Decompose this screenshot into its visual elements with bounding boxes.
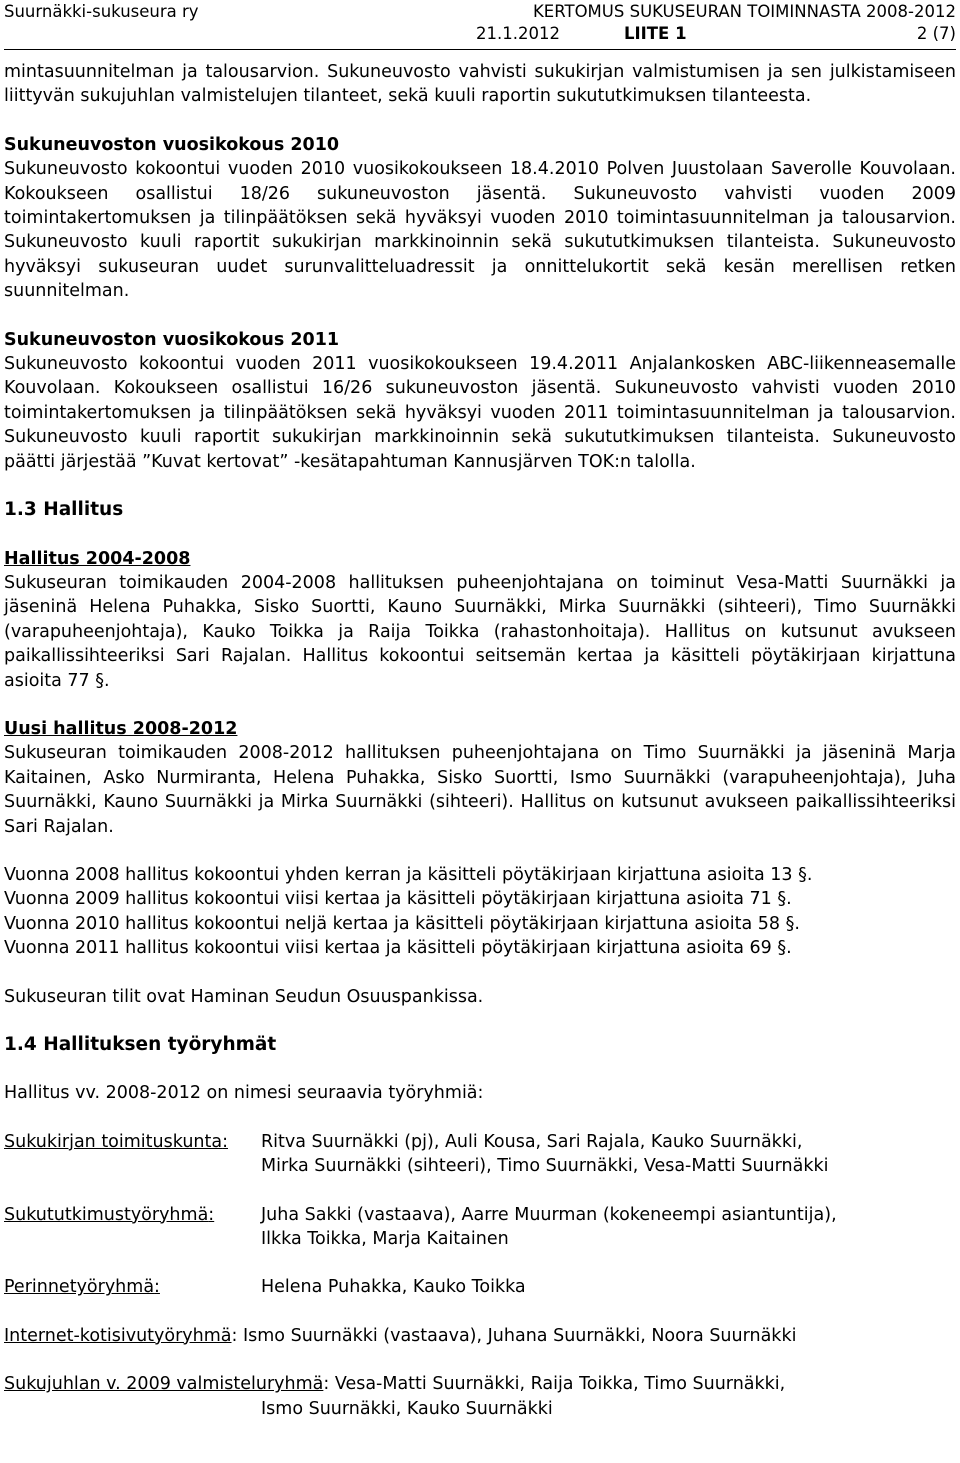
board-2008-heading: Uusi hallitus 2008-2012 [4, 718, 238, 739]
working-group-label: Perinnetyöryhmä [4, 1277, 155, 1298]
meeting-2011-heading: Sukuneuvoston vuosikokous 2011 [4, 329, 340, 350]
working-group-label: Sukukirjan toimituskunta [4, 1131, 223, 1152]
working-group-members-cont: Ilkka Toikka, Marja Kaitainen [261, 1229, 509, 1250]
bank-note: Sukuseuran tilit ovat Haminan Seudun Osuuspankissa. [4, 986, 484, 1007]
working-group-label: Sukujuhlan v. 2009 valmisteluryhmä [4, 1374, 324, 1395]
board-2004-heading: Hallitus 2004-2008 [4, 548, 191, 569]
document-body [4, 60, 956, 1421]
working-group-perinne: Perinnetyöryhmä: Helena Puhakka, Kauko Toikka [4, 1275, 956, 1299]
org-name: Suurnäkki-sukuseura ry [4, 2, 199, 21]
working-group-label: Sukututkimustyöryhmä [4, 1204, 209, 1225]
working-group-members: Helena Puhakka, Kauko Toikka [261, 1277, 526, 1298]
report-title: KERTOMUS SUKUSEURAN TOIMINNASTA 2008-2012 [532, 2, 956, 21]
yearly-meeting-2011: Vuonna 2011 hallitus kokoontui viisi kertaa ja käsitteli pöytäkirjaan kirjattuna asioita 69 §. [4, 938, 792, 959]
working-group-members: Vesa-Matti Suurnäkki, Raija Toikka, Timo Suurnäkki, [334, 1374, 786, 1395]
attachment-label: LIITE 1 [624, 24, 687, 43]
working-group-members: Juha Sakki (vastaava), Aarre Muurman (kokeneempi asiantuntija), [261, 1204, 837, 1225]
meeting-2011-text: Sukuneuvosto kokoontui vuoden 2011 vuosikokoukseen 19.4.2011 Anjalankosken ABC-liikenneasemalle Kouvolaan. Kokoukseen osallistui 16/26 sukuneuvoston jäsentä. Sukuneuvosto vahvisti vuoden 2010 toimintakertomuksen ja tilinpäätöksen sekä hyväksyi vuoden 2011 toimintasuunnitelman ja talousarvion. Sukuneuvosto kuuli raportit sukukirjan markkinoinnin sekä sukututkimuksen tilanteista. Sukuneuvosto päätti järjestää ”Kuvat kertovat” -kesätapahtuman Kannusjärven TOK:n talolla. [4, 354, 956, 472]
working-group-internet: Internet-kotisivutyöryhmä: Ismo Suurnäkki (vastaava), Juhana Suurnäkki, Noora Suurnäkki [4, 1325, 797, 1346]
working-group-members: Ritva Suurnäkki (pj), Auli Kousa, Sari Rajala, Kauko Suurnäkki, [261, 1131, 803, 1152]
working-group-sukututkimus: Sukututkimustyöryhmä: Juha Sakki (vastaava), Aarre Muurman (kokeneempi asiantuntija), Ilkka Toikka, Marja Kaitainen [4, 1203, 956, 1252]
header-divider [4, 49, 956, 50]
working-group-label: Internet-kotisivutyöryhmä [4, 1325, 232, 1346]
section-heading-1-3: 1.3 Hallitus [4, 499, 124, 521]
page-number: 2 (7) [916, 24, 956, 43]
working-group-sukujuhla: Sukujuhlan v. 2009 valmisteluryhmä: Vesa-Matti Suurnäkki, Raija Toikka, Timo Suurnäkki, Ismo Suurnäkki, Kauko Suurnäkki [4, 1372, 956, 1421]
yearly-meeting-2008: Vuonna 2008 hallitus kokoontui yhden kerran ja käsitteli pöytäkirjaan kirjattuna asioita 13 §. [4, 864, 813, 885]
working-group-members: Ismo Suurnäkki (vastaava), Juhana Suurnäkki, Noora Suurnäkki [242, 1325, 797, 1346]
working-group-members-cont: Mirka Suurnäkki (sihteeri), Timo Suurnäkki, Vesa-Matti Suurnäkki [261, 1156, 829, 1177]
header-date: 21.1.2012 [476, 24, 560, 43]
intro-paragraph: mintasuunnitelman ja talousarvion. Sukuneuvosto vahvisti sukukirjan valmistumisen ja sen julkistamiseen liittyvän sukujuhlan valmistelujen tilanteet, sekä kuuli raportin sukututkimuksen tilanteesta. [4, 62, 956, 107]
meeting-2010-heading: Sukuneuvoston vuosikokous 2010 [4, 134, 340, 155]
board-2008-text: Sukuseuran toimikauden 2008-2012 hallituksen puheenjohtajana on Timo Suurnäkki ja jäseninä Marja Kaitainen, Asko Nurmiranta, Helena Puhakka, Sisko Suortti, Ismo Suurnäkki (varapuheenjohtaja), Juha Suurnäkki, Kauno Suurnäkki ja Mirka Suurnäkki (sihteeri). Hallitus on kutsunut avukseen paikallissihteeriksi Sari Rajalan. [4, 743, 956, 837]
section-heading-1-4: 1.4 Hallituksen työryhmät [4, 1034, 277, 1055]
board-2004-text: Sukuseuran toimikauden 2004-2008 hallituksen puheenjohtajana on toiminut Vesa-Matti Suurnäkki ja jäseninä Helena Puhakka, Sisko Suortti, Kauno Suurnäkki, Mirka Suurnäkki (sihteeri), Timo Suurnäkki (varapuheenjohtaja), Kauko Toikka ja Raija Toikka (rahastonhoitaja). Hallitus on kutsunut avukseen paikallissihteeriksi Sari Rajalan. Hallitus kokoontui seitsemän kertaa ja käsitteli pöytäkirjaan kirjattuna asioita 77 §. [4, 572, 956, 691]
yearly-meeting-2009: Vuonna 2009 hallitus kokoontui viisi kertaa ja käsitteli pöytäkirjaan kirjattuna asioita 71 §. [4, 889, 792, 910]
meeting-2010-text: Sukuneuvosto kokoontui vuoden 2010 vuosikokoukseen 18.4.2010 Polven Juustolaan Saverolle Kouvolaan. Kokoukseen osallistui 18/26 sukuneuvoston jäsentä. Sukuneuvosto vahvisti vuoden 2009 toimintakertomuksen ja tilinpäätöksen sekä hyväksyi vuoden 2010 toimintasuunnitelman ja talousarvion. Sukuneuvosto kuuli raportit sukukirjan markkinoinnin sekä sukututkimuksen tilanteista. Sukuneuvosto hyväksyi sukuseuran uudet surunvalitteluadressit ja onnittelukortit sekä kesän merellisen retken suunnitelman. [4, 159, 956, 302]
working-groups-intro: Hallitus vv. 2008-2012 on nimesi seuraavia työryhmiä: [4, 1083, 484, 1104]
yearly-meeting-2010: Vuonna 2010 hallitus kokoontui neljä kertaa ja käsitteli pöytäkirjaan kirjattuna asioita 58 §. [4, 913, 800, 934]
working-group-members-cont: Ismo Suurnäkki, Kauko Suurnäkki [261, 1398, 553, 1419]
working-group-sukukirja: Sukukirjan toimituskunta: Ritva Suurnäkki (pj), Auli Kousa, Sari Rajala, Kauko Suurnäkki, Mirka Suurnäkki (sihteeri), Timo Suurnäkki, Vesa-Matti Suurnäkki [4, 1130, 956, 1179]
page-header [4, 0, 956, 48]
